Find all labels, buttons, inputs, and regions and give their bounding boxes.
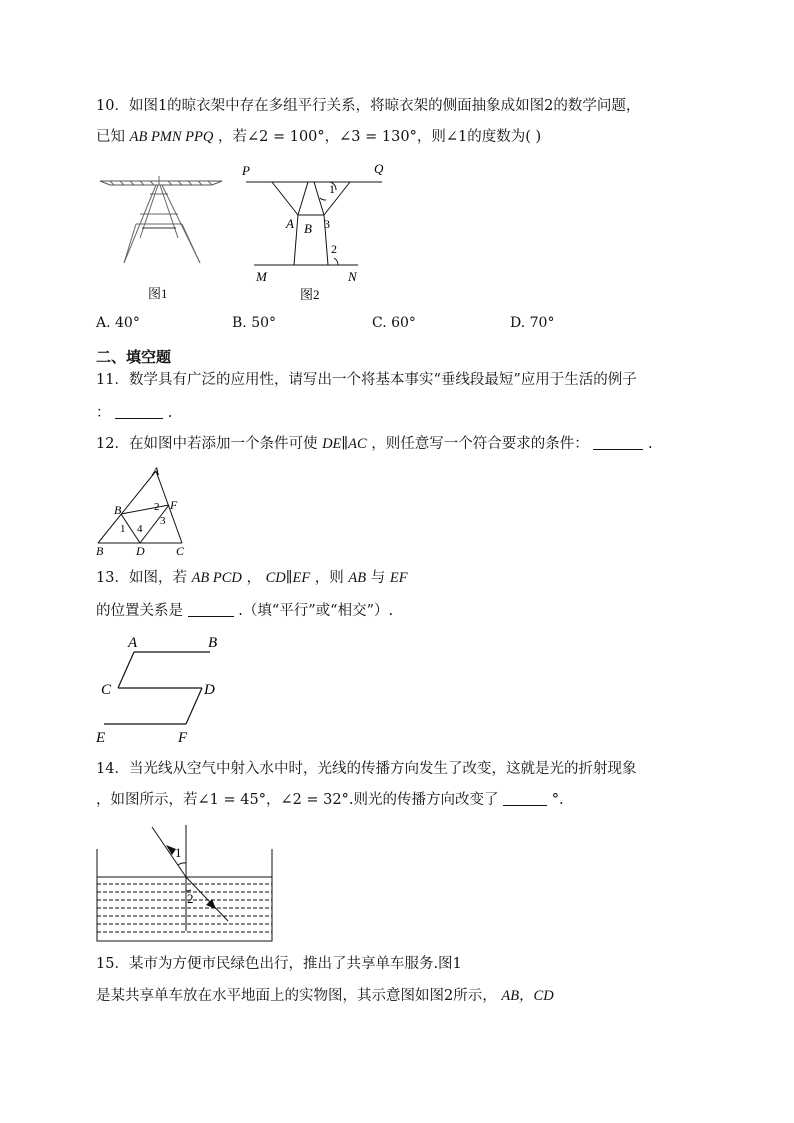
q14-line1: 14．当光线从空气中射入水中时，光线的传播方向发生了改变，这就是光的折射现象 bbox=[96, 761, 637, 777]
q12-line bbox=[96, 435, 653, 453]
fig2-label-B: B bbox=[304, 221, 312, 236]
q13-line1 bbox=[96, 569, 408, 587]
fig2-label-M: M bbox=[256, 269, 267, 284]
q13-math2: CD∥EF bbox=[265, 570, 311, 586]
q12-math: DE∥AC bbox=[322, 436, 367, 452]
q12-post: ，则任意写一个符合要求的条件： bbox=[371, 436, 589, 452]
q12-answer-blank bbox=[593, 435, 643, 450]
q13-math3: AB bbox=[348, 570, 367, 586]
q12-label-C: C bbox=[176, 544, 185, 558]
q10-line1: 10．如图1的晾衣架中存在多组平行关系，将晾衣架的侧面抽象成如图2的数学问题， bbox=[96, 98, 641, 114]
q12-angle-3: 3 bbox=[160, 515, 166, 527]
q10-line2 bbox=[96, 128, 541, 146]
q14-line2-post: °. bbox=[551, 792, 564, 808]
q14-answer-blank bbox=[503, 791, 547, 806]
q12-label-A: A bbox=[152, 464, 160, 478]
q15-line2-math: AB，CD bbox=[501, 988, 554, 1004]
q15-line1: 15．某市为方便市民绿色出行，推出了共享单车服务.图1 bbox=[96, 956, 462, 972]
q13-line2-pre: 的位置关系是 bbox=[96, 603, 183, 619]
q13-label-D: D bbox=[204, 682, 215, 698]
q13-figure bbox=[94, 632, 224, 748]
q10-option-d: D. 70° bbox=[510, 315, 555, 331]
q13-mid2: ，则 bbox=[314, 570, 344, 586]
fig2-angle-1: 1 bbox=[329, 182, 335, 196]
q11-line2 bbox=[96, 404, 172, 422]
q11-line2-post: . bbox=[167, 405, 173, 421]
q13-mid3: 与 bbox=[370, 570, 386, 586]
q15-line2-pre: 是某共享单车放在水平地面上的实物图，其示意图如图2所示， bbox=[96, 988, 497, 1004]
fig2-caption: 图2 bbox=[300, 287, 320, 302]
section-fill-in-heading: 二、填空题 bbox=[96, 348, 172, 366]
q12-label-D: D bbox=[136, 544, 145, 558]
q10-option-b: B. 50° bbox=[232, 315, 277, 331]
q13-pre: 13．如图，若 bbox=[96, 570, 187, 586]
fig2-label-Q: Q bbox=[374, 161, 384, 176]
q13-math1: AB PCD bbox=[191, 570, 242, 586]
fig2-angle-3: 3 bbox=[324, 217, 330, 231]
q14-line2-pre: ，如图所示，若∠1 = 45°，∠2 = 32°.则光的传播方向改变了 bbox=[96, 792, 499, 808]
q10-option-c: C. 60° bbox=[372, 315, 416, 331]
q10-figure-2 bbox=[238, 162, 398, 304]
q12-label-F: F bbox=[170, 498, 178, 512]
q12-figure bbox=[94, 462, 198, 558]
fig2-label-A: A bbox=[286, 216, 294, 231]
q10-line2-pre: 已知 bbox=[96, 129, 125, 145]
q12-angle-4: 4 bbox=[137, 523, 143, 535]
fig1-caption: 图1 bbox=[148, 286, 168, 301]
q14-angle-2: 2 bbox=[187, 891, 194, 906]
q15-line2 bbox=[96, 987, 554, 1005]
q11-line2-pre: ： bbox=[96, 405, 111, 421]
fig2-angle-2: 2 bbox=[331, 242, 337, 256]
q11-line1: 11．数学具有广泛的应用性，请写出一个将基本事实“垂线段最短”应用于生活的例子 bbox=[96, 372, 637, 388]
q14-figure bbox=[94, 815, 276, 945]
q13-label-F: F bbox=[178, 730, 188, 746]
q13-line2-post: .（填“平行”或“相交”）. bbox=[238, 603, 394, 619]
q13-label-B: B bbox=[208, 635, 218, 651]
q10-line2-math: AB PMN PPQ bbox=[129, 129, 214, 145]
q12-end: . bbox=[647, 436, 653, 452]
q12-label-B: B bbox=[96, 544, 104, 558]
fig2-label-P: P bbox=[242, 163, 250, 178]
q13-answer-blank bbox=[188, 602, 234, 617]
q10-line2-mid: ，若∠2 = 100°，∠3 = 130°，则∠1的度数为( ) bbox=[217, 129, 542, 145]
q13-label-A: A bbox=[128, 635, 138, 651]
q13-math4: EF bbox=[389, 570, 408, 586]
q12-angle-2: 2 bbox=[154, 501, 160, 513]
q12-pre: 12．在如图中若添加一个条件可使 bbox=[96, 436, 318, 452]
q10-option-a: A. 40° bbox=[96, 315, 140, 331]
q13-line2 bbox=[96, 602, 393, 620]
q12-label-E: B bbox=[114, 503, 122, 517]
q14-angle-1: 1 bbox=[175, 845, 182, 860]
q10-figure-1 bbox=[96, 168, 226, 303]
q14-line2 bbox=[96, 791, 564, 809]
q13-label-E: E bbox=[96, 730, 106, 746]
q11-answer-blank bbox=[115, 404, 163, 419]
fig2-label-N: N bbox=[348, 269, 357, 284]
q13-mid: ， bbox=[246, 570, 262, 586]
q12-angle-1: 1 bbox=[120, 523, 126, 535]
q13-label-C: C bbox=[101, 682, 112, 698]
